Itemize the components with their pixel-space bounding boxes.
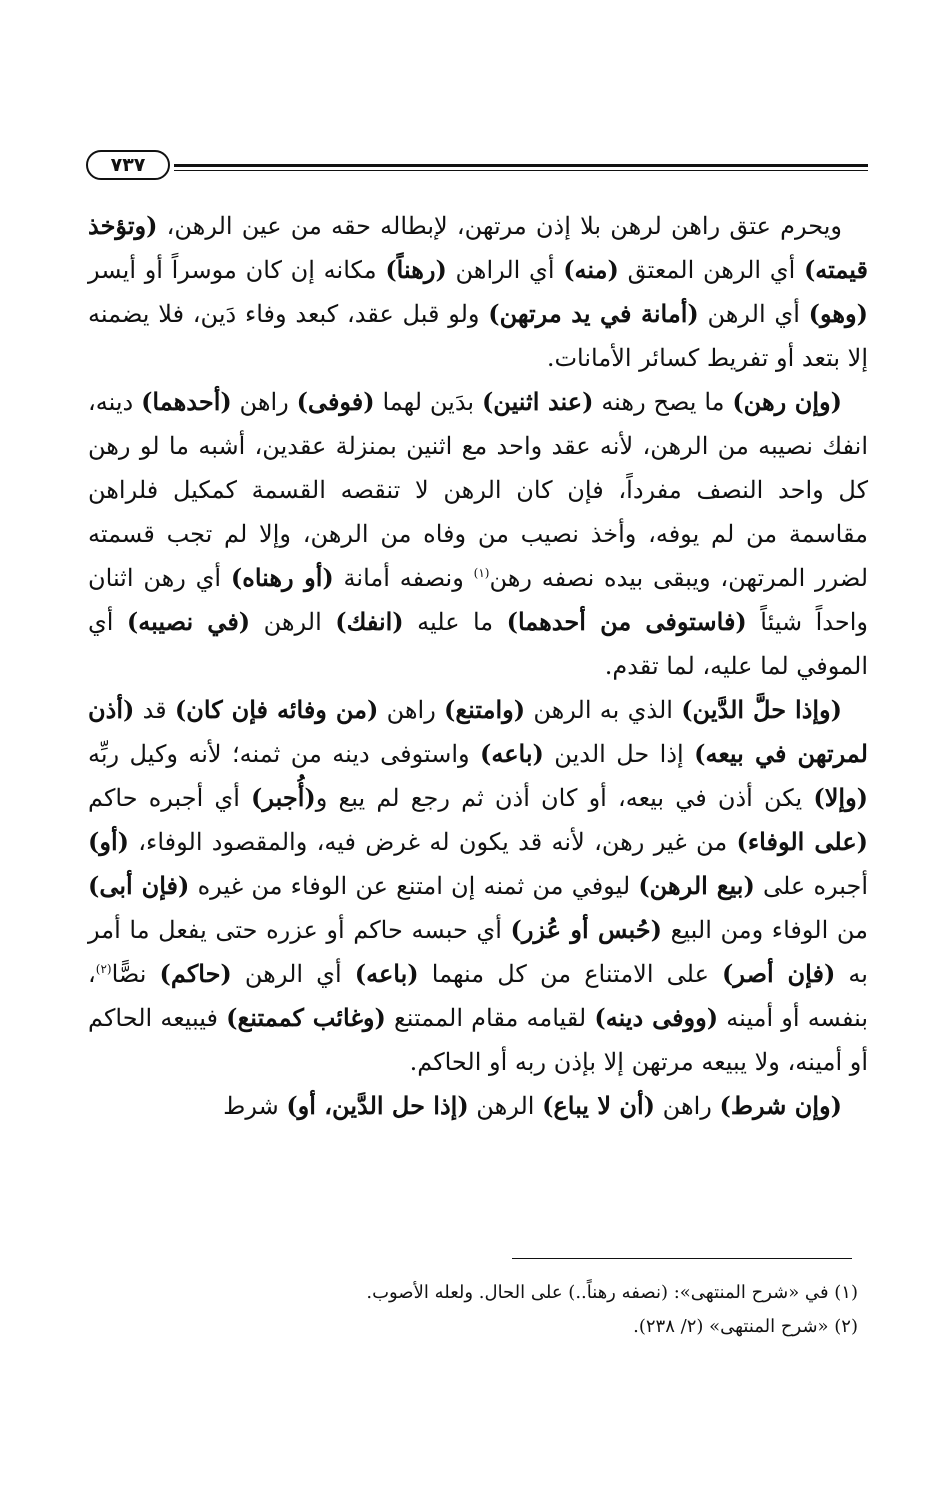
sharh-text: ، بنفسه أو أمينه: [88, 960, 869, 1032]
bold-matn-text: (أُجبر): [251, 783, 316, 812]
bold-matn-text: (فاستوفى من أحدهما): [506, 607, 747, 636]
bold-matn-text: (وامتنع): [444, 695, 526, 724]
main-text: [88, 204, 868, 1128]
sharh-text: واستوفى دينه من ثمنه؛ لأنه وكيل ربِّه: [88, 740, 481, 768]
sharh-text: قد: [134, 696, 175, 724]
footnotes: [88, 1276, 858, 1344]
paragraph: [88, 204, 868, 380]
bold-matn-text: (حُبس أو عُزر): [510, 915, 662, 944]
bold-matn-text: (بيع الرهن): [638, 871, 755, 900]
sharh-text: يكن أذن في بيعه، أو كان أذن ثم رجع لم يبع و: [315, 784, 814, 812]
sharh-text: أي الرهن: [698, 300, 809, 328]
sharh-text: راهن: [378, 696, 445, 724]
bold-matn-text: (أو): [88, 827, 129, 856]
bold-matn-text: (وإلا): [813, 783, 869, 812]
sharh-text: أي الرهن: [231, 960, 355, 988]
bold-matn-text: (باعه): [354, 959, 419, 988]
bold-matn-text: (فإن أبى): [88, 871, 190, 900]
sharh-text: أي الرهن المعتق: [618, 256, 804, 284]
sharh-text: راهن: [231, 388, 297, 416]
header-rule-thick: [174, 164, 868, 167]
sharh-text: بدَين لهما: [374, 388, 482, 416]
sharh-text: أي رهن اثنان واحداً شيئاً: [88, 564, 868, 636]
footnote-ref: (٢): [95, 962, 112, 976]
bold-matn-text: (على الوفاء): [736, 827, 868, 856]
bold-matn-text: (من وفائه فإن كان): [174, 695, 379, 724]
sharh-text: ولو قبل عقد، كبعد وفاء دَين، فلا يضمنه إلا بتعد أو تفريط كسائر الأمانات.: [88, 300, 868, 372]
sharh-text: لقيامه مقام الممتنع: [385, 1004, 595, 1032]
paragraph: [88, 1084, 868, 1128]
sharh-text: من غير رهن، لأنه قد يكون له غرض فيه، والمقصود الوفاء،: [128, 828, 737, 856]
sharh-text: أي الموفي لما عليه، لما تقدم.: [88, 608, 868, 680]
sharh-text: أي الراهن: [446, 256, 564, 284]
sharh-text: أي أجبره حاكم: [88, 784, 252, 812]
bold-matn-text: (منه): [563, 255, 619, 284]
paragraph: [88, 688, 868, 1084]
bold-matn-text: (عند اثنين): [481, 387, 594, 416]
sharh-text: ما عليه: [403, 608, 507, 636]
footnote-1: (١) في «شرح المنتهى»: (نصفه رهناً..) على الحال. ولعله الأصوب.: [366, 1282, 858, 1303]
bold-matn-text: (أمانة في يد مرتهن): [488, 299, 699, 328]
bold-matn-text: (حاكم): [159, 959, 232, 988]
page-number: ٧٣٧: [86, 150, 170, 180]
sharh-text: الرهن: [468, 1092, 543, 1120]
sharh-text: إذا حل الدين: [543, 740, 695, 768]
bold-matn-text: (إذا حل الدَّين، أو): [286, 1091, 469, 1120]
footnote-ref: (١): [473, 566, 490, 580]
bold-matn-text: (أحدهما): [141, 387, 232, 416]
sharh-text: مكانه إن كان موسراً أو أيسر: [88, 256, 386, 284]
bold-matn-text: (أذن لمرتهن في بيعه): [88, 695, 868, 768]
bold-matn-text: (في نصيبه): [126, 607, 251, 636]
bold-matn-text: (فوفى): [296, 387, 375, 416]
bold-matn-text: (وتؤخذ قيمته): [88, 211, 869, 284]
bold-matn-text: (ووفى دينه): [594, 1003, 719, 1032]
sharh-text: ويحرم عتق راهن لرهن بلا إذن مرتهن، لإبطاله حقه من عين الرهن،: [157, 212, 842, 240]
footnote-2: (٢) «شرح المنتهى» (٢/ ٢٣٨).: [633, 1316, 858, 1337]
bold-matn-text: (وإن رهن): [732, 387, 842, 416]
bold-matn-text: (أن لا يباع): [542, 1091, 656, 1120]
paragraph: [88, 380, 868, 688]
sharh-text: الذي به الرهن: [525, 696, 682, 724]
sharh-text: ونصفه أمانة: [333, 564, 474, 592]
header-rule-thin: [174, 170, 868, 171]
bold-matn-text: (أو رهناه): [230, 563, 334, 592]
sharh-text: ليوفي من ثمنه إن امتنع عن الوفاء من غيره: [189, 872, 639, 900]
bold-matn-text: (انفك): [335, 607, 404, 636]
sharh-text: من الوفاء ومن البيع: [662, 916, 869, 944]
bold-matn-text: (باعه): [480, 739, 544, 768]
bold-matn-text: (وغائب كممتنع): [226, 1003, 386, 1032]
sharh-text: الرهن: [250, 608, 336, 636]
sharh-text: شرط: [223, 1092, 287, 1120]
sharh-text: أجبره على: [754, 872, 869, 900]
sharh-text: فيبيعه الحاكم أو أمينه، ولا يبيعه مرتهن إلا بإذن ربه أو الحاكم.: [88, 1004, 868, 1076]
bold-matn-text: (وهو): [808, 299, 868, 328]
bold-matn-text: (وإذا حلَّ الدَّين): [681, 695, 842, 724]
bold-matn-text: (فإن أصر): [722, 959, 836, 988]
sharh-text: أي حبسه حاكم أو عزره حتى يفعل ما أمر به: [88, 916, 868, 988]
footnote-separator: [512, 1258, 852, 1259]
sharh-text: راهن: [655, 1092, 720, 1120]
bold-matn-text: (رهناً): [385, 255, 447, 284]
sharh-text: ما يصح رهنه: [593, 388, 733, 416]
page-header: [86, 150, 868, 186]
sharh-text: نصًّا: [111, 960, 160, 988]
sharh-text: دينه، انفك نصيبه من الرهن، لأنه عقد واحد مع اثنين بمنزلة عقدين، أشبه ما لو رهن كل واحد النصف مفرداً، فإن كان الرهن لا تنقصه القسمة كمكيل فلراهن مقاسمة من لم يوفه، وأخذ نصيب من وفاه من الرهن، وإلا لم تجب قسمته لضرر المرتهن، ويبقى بيده نصفه رهن: [88, 388, 869, 592]
sharh-text: على الامتناع من كل منهما: [418, 960, 723, 988]
bold-matn-text: (وإن شرط): [719, 1091, 842, 1120]
